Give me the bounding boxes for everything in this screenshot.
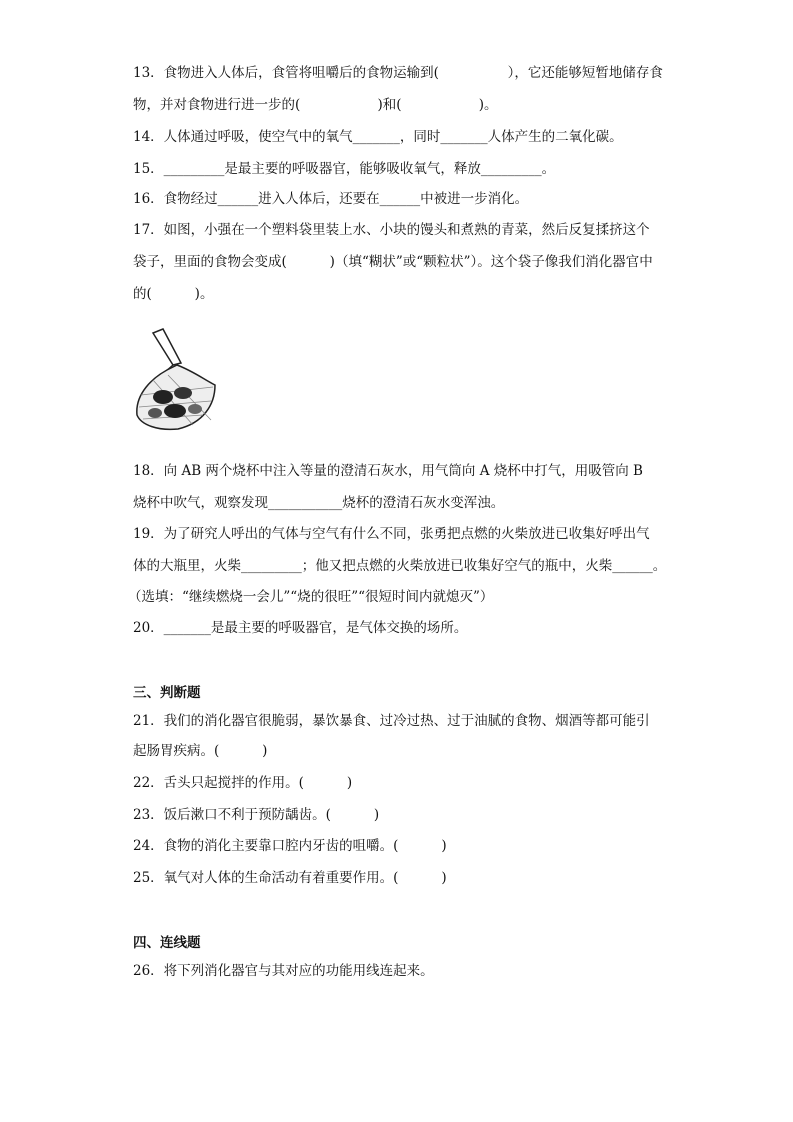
question-13-line-1: 13．食物进入人体后，食管将咀嚼后的食物运输到( ），它还能够短暂地储存食 bbox=[133, 65, 663, 81]
question-20: 20．_______是最主要的呼吸器官，是气体交换的场所。 bbox=[133, 620, 468, 636]
question-21-line-2: 起肠胃疾病。( ) bbox=[133, 743, 268, 759]
plastic-bag-illustration bbox=[133, 325, 219, 440]
section-4-title: 四、连线题 bbox=[133, 935, 201, 951]
question-18-line-1: 18．向 AB 两个烧杯中注入等量的澄清石灰水，用气筒向 A 烧杯中打气，用吸管向 B bbox=[133, 463, 643, 479]
question-17-line-2: 袋子，里面的食物会变成( )（填“糊状”或“颗粒状”）。这个袋子像我们消化器官中 bbox=[133, 254, 653, 270]
question-15: 15．_________是最主要的呼吸器官，能够吸收氧气，释放_________。 bbox=[133, 161, 556, 177]
question-23: 23．饭后漱口不利于预防龋齿。( ) bbox=[133, 807, 380, 823]
question-25: 25．氧气对人体的生命活动有着重要作用。( ) bbox=[133, 870, 447, 886]
question-21-line-1: 21．我们的消化器官很脆弱，暴饮暴食、过冷过热、过于油腻的食物、烟酒等都可能引 bbox=[133, 713, 650, 729]
question-22: 22．舌头只起搅拌的作用。( ) bbox=[133, 775, 353, 791]
question-16: 16．食物经过______进入人体后，还要在______中被进一步消化。 bbox=[133, 191, 529, 207]
question-17-line-1: 17．如图，小强在一个塑料袋里装上水、小块的馒头和煮熟的青菜，然后反复揉挤这个 bbox=[133, 222, 650, 238]
question-19-line-1: 19．为了研究人呼出的气体与空气有什么不同，张勇把点燃的火柴放进已收集好呼出气 bbox=[133, 526, 650, 542]
section-3-title: 三、判断题 bbox=[133, 685, 201, 701]
question-17-line-3: 的( )。 bbox=[133, 286, 214, 302]
question-24: 24．食物的消化主要靠口腔内牙齿的咀嚼。( ) bbox=[133, 838, 447, 854]
question-19-line-2: 体的大瓶里，火柴_________；他又把点燃的火柴放进已收集好空气的瓶中，火柴______。 bbox=[133, 558, 667, 574]
question-18-line-2: 烧杯中吹气，观察发现___________烧杯的澄清石灰水变浑浊。 bbox=[133, 495, 505, 511]
question-26: 26．将下列消化器官与其对应的功能用线连起来。 bbox=[133, 963, 434, 979]
question-19-options: （选填：“继续燃烧一会儿”“烧的很旺”“很短时间内就熄灭”） bbox=[128, 589, 494, 605]
question-14: 14．人体通过呼吸，使空气中的氧气_______，同时_______人体产生的二氧化碳。 bbox=[133, 129, 623, 145]
question-13-line-2: 物，并对食物进行进一步的( )和( )。 bbox=[133, 97, 498, 113]
